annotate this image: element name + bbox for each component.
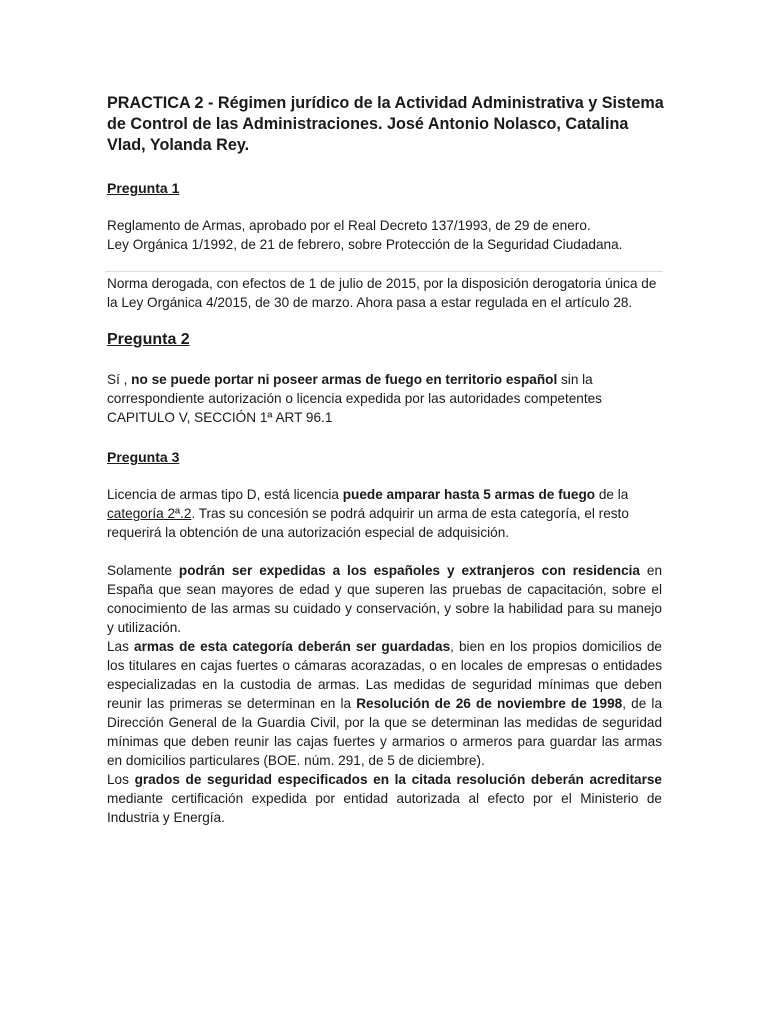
question-3-paragraph-2: [107, 561, 662, 637]
bold-segment: podrán ser expedidas a los españoles y extranjeros con residencia: [178, 563, 640, 578]
question-3-paragraph-1: [107, 485, 662, 542]
question-3-paragraph-4: [107, 770, 662, 827]
bold-segment: armas de esta categoría deberán ser guardadas: [134, 639, 451, 654]
divider: [105, 271, 663, 272]
bold-segment: Resolución de 26 de noviembre de 1998: [356, 696, 623, 711]
question-3-body: [107, 561, 662, 827]
text-segment: Licencia de armas tipo D, está licencia: [107, 487, 343, 502]
bold-segment: grados de seguridad especificados en la citada resolución deberán acreditarse: [134, 772, 662, 787]
text-segment: Las: [107, 639, 135, 654]
text-segment: Solamente: [107, 563, 179, 578]
question-2-answer: [107, 370, 662, 427]
question-1-heading: Pregunta 1: [107, 180, 180, 196]
text-segment: en España que sean mayores de edad y que superen las pruebas de capacitación, sobre el conocimiento de las armas su cuidado y conservación, y sobre la habilidad para su manejo y utilización.: [107, 563, 663, 635]
law-line: Ley Orgánica 1/1992, de 21 de febrero, sobre Protección de la Seguridad Ciudadana.: [107, 237, 623, 252]
regulation-line: Reglamento de Armas, aprobado por el Real Decreto 137/1993, de 29 de enero.: [107, 218, 591, 233]
question-3-paragraph-3: [107, 637, 662, 770]
category-link: categoría 2ª.2: [107, 506, 192, 521]
question-1-answer: [107, 216, 662, 254]
text-segment: mediante certificación expedida por entidad autorizada al efecto por el Ministerio de Industria y Energía.: [107, 791, 662, 825]
article-reference: CAPITULO V, SECCIÓN 1ª ART 96.1: [107, 410, 333, 425]
document-title: PRACTICA 2 - Régimen jurídico de la Actividad Administrativa y Sistema de Control de las Administraciones. José Antonio Nolasco, Catalina Vlad, Yolanda Rey.: [107, 94, 664, 154]
text-segment: , bien en los propios domicilios de los titulares en cajas fuertes o cámaras acorazadas, o en locales de empresas o entidades especializadas en la custodia de armas. Las medidas de seguridad mínimas que deben reunir las primeras se determinan en la: [107, 639, 662, 711]
text-segment: Los: [107, 772, 135, 787]
text-segment: , de la Dirección General de la Guardia Civil, por la que se determinan las medidas de seguridad mínimas que deben reunir las cajas fuertes y armarios o armeros para guardar las armas en domicilios particulares (BOE. núm. 291, de 5 de diciembre).: [107, 696, 663, 768]
text-segment: de la: [595, 487, 629, 502]
bold-segment: no se puede portar ni poseer armas de fuego en territorio español: [127, 372, 558, 387]
text-segment: Sí ,: [107, 372, 128, 387]
text-segment: sin la correspondiente autorización o licencia expedida por las autoridades competentes: [107, 372, 602, 406]
bold-segment: puede amparar hasta 5 armas de fuego: [342, 487, 596, 502]
text-segment: . Tras su concesión se podrá adquirir un arma de esta categoría, el resto requerirá la obtención de una autorización especial de adquisición.: [107, 506, 629, 540]
question-3-heading: Pregunta 3: [107, 449, 180, 465]
question-2-heading: Pregunta 2: [107, 331, 190, 348]
question-2-paragraph: [107, 370, 662, 408]
derogation-note: Norma derogada, con efectos de 1 de julio de 2015, por la disposición derogatoria única de la Ley Orgánica 4/2015, de 30 de marzo. Ahora pasa a estar regulada en el artículo 28.: [107, 276, 657, 310]
